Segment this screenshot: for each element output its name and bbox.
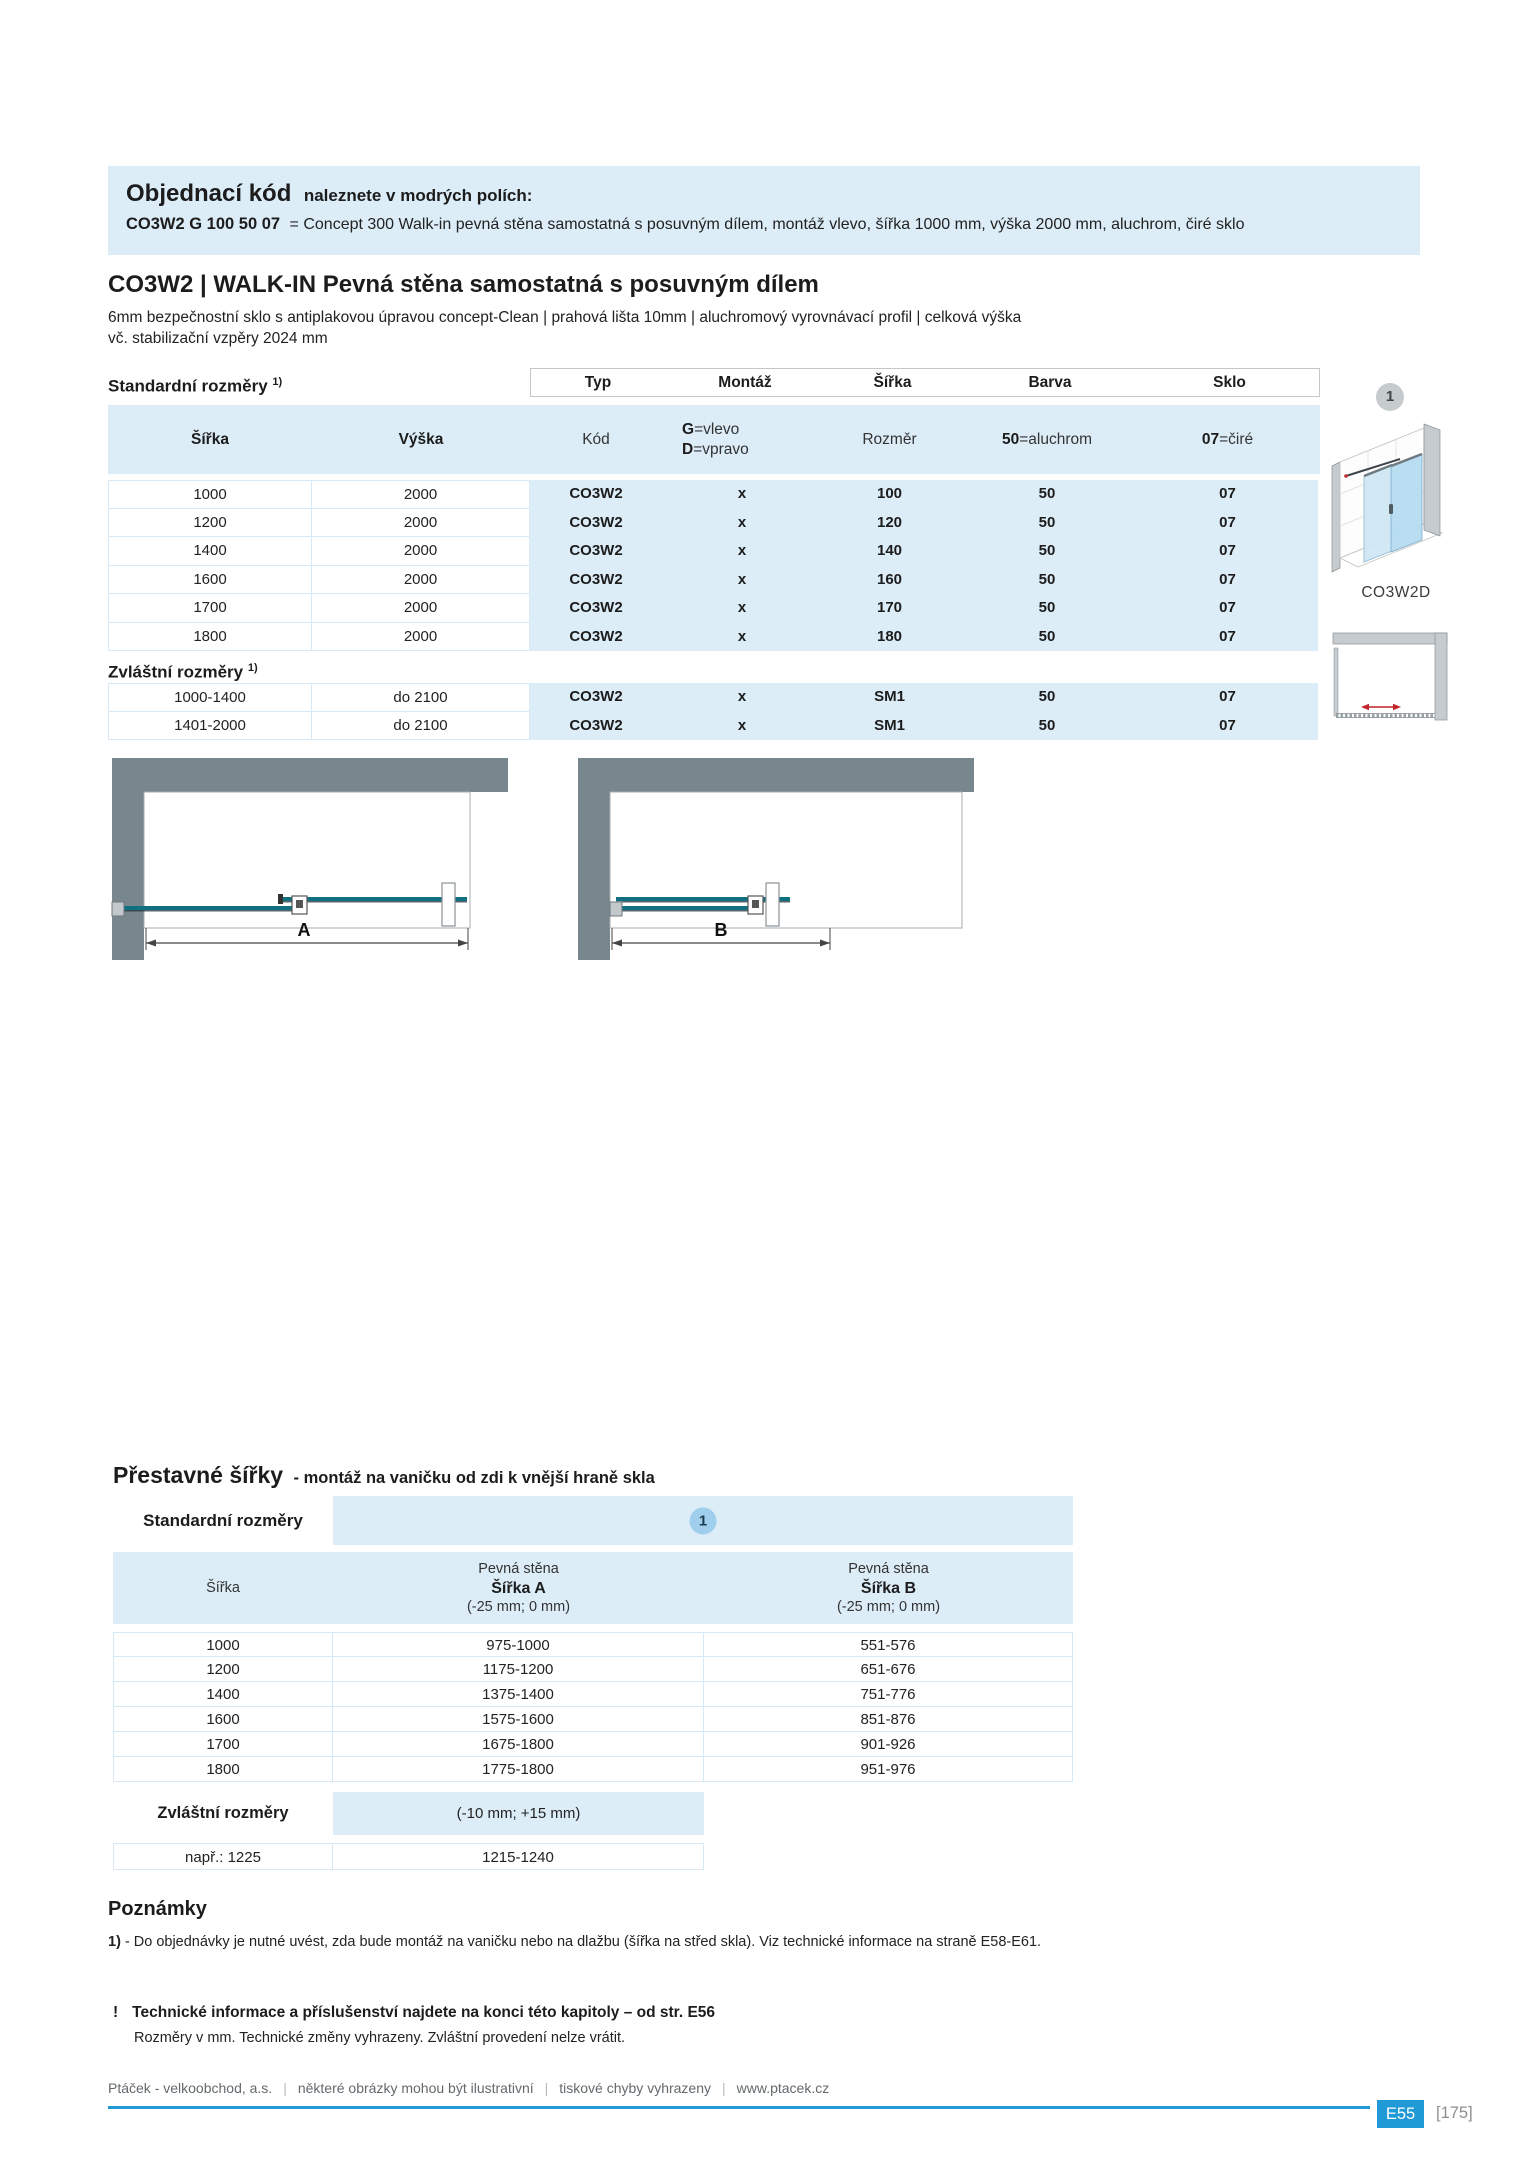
table-row (113, 1657, 1073, 1682)
table-cell: 1200 (108, 509, 312, 538)
widths-special-value: (-10 mm; +15 mm) (333, 1792, 704, 1835)
table-cell: 120 (822, 509, 957, 538)
subheader-montaz: G=vlevo D=vpravo (682, 420, 749, 458)
table-cell: 50 (957, 683, 1137, 712)
table-row (108, 594, 1320, 623)
table-cell: x (662, 623, 822, 652)
table-cell: 100 (822, 480, 957, 509)
table-cell: 1800 (108, 623, 312, 652)
table-cell: 2000 (312, 537, 530, 566)
table-cell: x (662, 594, 822, 623)
widths-example-sirka: např.: 1225 (113, 1843, 333, 1870)
table-cell: SM1 (822, 712, 957, 741)
table-cell: 651-676 (704, 1657, 1073, 1682)
table-cell: 50 (957, 509, 1137, 538)
order-code-title: Objednací kód (126, 180, 292, 207)
product-description-line1: 6mm bezpečnostní sklo s antiplakovou úpravou concept-Clean | prahová lišta 10mm | aluchromový vyrovnávací profil | celková výška (108, 309, 1022, 326)
footer-rule (108, 2106, 1370, 2109)
table-cell: 2000 (312, 566, 530, 595)
footer-company: Ptáček - velkoobchod, a.s. (108, 2080, 273, 2096)
table-row (108, 623, 1320, 652)
size-table-header: Montáž (718, 374, 772, 391)
table-cell: 07 (1137, 712, 1318, 741)
table-cell: 50 (957, 566, 1137, 595)
table-cell: 50 (957, 623, 1137, 652)
product-description-line2: vč. stabilizační vzpěry 2024 mm (108, 330, 328, 347)
note-1-marker: 1) (108, 1934, 121, 1950)
table-cell: 1375-1400 (333, 1682, 704, 1707)
table-cell: 975-1000 (333, 1632, 704, 1657)
table-cell: 1575-1600 (333, 1707, 704, 1732)
widths-special-row (113, 1792, 1073, 1835)
exclamation-icon: ! (113, 2004, 119, 2021)
widths-special-label: Zvláštní rozměry (157, 1804, 289, 1822)
subheader-sklo: 07=čiré (1201, 430, 1254, 448)
table-cell: 07 (1137, 537, 1318, 566)
table-cell: 2000 (312, 594, 530, 623)
size-table-header: Sklo (1213, 374, 1246, 391)
order-code-value: CO3W2 G 100 50 07 (126, 215, 281, 233)
table-cell: 50 (957, 712, 1137, 741)
table-row (108, 537, 1320, 566)
table-cell: 1000 (108, 480, 312, 509)
footer: Ptáček - velkoobchod, a.s. | některé obrázky mohou být ilustrativní | tiskové chyby vyhrazeny | www.ptacek.cz (108, 2080, 830, 2096)
table-row (113, 1757, 1073, 1782)
table-cell: 1700 (108, 594, 312, 623)
size-table-header-row (108, 368, 1320, 397)
table-row (113, 1732, 1073, 1757)
table-cell: x (662, 712, 822, 741)
page-title: CO3W2 | WALK-IN Pevná stěna samostatná s posuvným dílem (108, 271, 819, 298)
table-cell: do 2100 (312, 683, 530, 712)
table-cell: do 2100 (312, 712, 530, 741)
dimensions-note: Rozměry v mm. Technické změny vyhrazeny. Zvláštní provedení nelze vrátit. (134, 2030, 626, 2046)
widths-title-suffix: - montáž na vaničku od zdi k vnější hraně skla (293, 1469, 655, 1487)
subheader-barva: 50=aluchrom (1001, 430, 1093, 448)
standard-sizes-label: Standardní rozměry $^{1)}$ (108, 376, 283, 396)
table-cell: x (662, 683, 822, 712)
size-table-header: Typ (584, 374, 612, 391)
table-cell: CO3W2 (530, 480, 662, 509)
table-cell: SM1 (822, 683, 957, 712)
page-number: [175] (1436, 2104, 1473, 2122)
table-cell: 1000 (113, 1632, 333, 1657)
product-plan-view (1328, 620, 1464, 732)
technical-drawing-a (108, 752, 518, 968)
table-cell: 2000 (312, 509, 530, 538)
technical-info-warning: ! Technické informace a příslušenství najdete na konci této kapitoly – od str. E56 (113, 2004, 716, 2021)
subheader-vyska: Výška (398, 430, 444, 448)
table-cell: 1400 (108, 537, 312, 566)
table-cell: CO3W2 (530, 566, 662, 595)
note-1: 1) - Do objednávky je nutné uvést, zda bude montáž na vaničku nebo na dlažbu (šířka na střed skla). Viz technické informace na straně E58-E61. (108, 1934, 1042, 1950)
size-table-column-headers (530, 368, 1320, 397)
widths-standard-label: Standardní rozměry (143, 1511, 303, 1530)
table-cell: CO3W2 (530, 712, 662, 741)
footer-note-2: tiskové chyby vyhrazeny (559, 2080, 711, 2096)
table-cell: x (662, 537, 822, 566)
table-row (113, 1632, 1073, 1657)
table-cell: x (662, 509, 822, 538)
technical-drawing-b (576, 752, 986, 968)
widths-example-row (113, 1843, 704, 1870)
widths-heading (113, 1462, 655, 1489)
footer-website-link[interactable]: www.ptacek.cz (736, 2080, 830, 2096)
table-cell: 1175-1200 (333, 1657, 704, 1682)
table-cell: 50 (957, 480, 1137, 509)
widths-badge-1: 1 (690, 1507, 717, 1534)
table-row (108, 683, 1320, 712)
widths-standard-row (113, 1496, 1073, 1545)
table-cell: 2000 (312, 623, 530, 652)
order-code-description: = Concept 300 Walk-in pevná stěna samostatná s posuvným dílem, montáž vlevo, šířka 1000 mm, výška 2000 mm, aluchrom, čiré sklo (289, 216, 1245, 233)
table-cell: 180 (822, 623, 957, 652)
page-code-badge: E55 (1377, 2100, 1424, 2128)
table-cell: 1600 (108, 566, 312, 595)
table-cell: 551-576 (704, 1632, 1073, 1657)
table-cell: 1700 (113, 1732, 333, 1757)
table-cell: 140 (822, 537, 957, 566)
table-row (108, 480, 1320, 509)
dimension-a-label: A (297, 920, 311, 940)
table-row (113, 1707, 1073, 1732)
figure-badge-1: 1 (1376, 383, 1404, 411)
special-size-rows (108, 683, 1320, 740)
table-row (108, 509, 1320, 538)
size-table-rows (108, 480, 1320, 651)
table-cell: 1401-2000 (108, 712, 312, 741)
table-cell: x (662, 480, 822, 509)
subheader-rozmer: Rozměr (862, 430, 917, 448)
table-cell: 07 (1137, 623, 1318, 652)
widths-title: Přestavné šířky (113, 1462, 284, 1488)
table-cell: 07 (1137, 683, 1318, 712)
table-cell: CO3W2 (530, 509, 662, 538)
table-cell: 07 (1137, 594, 1318, 623)
special-sizes-label: Zvláštní rozměry $^{1)}$ (108, 662, 258, 682)
product-3d-illustration (1322, 412, 1470, 584)
table-cell: 50 (957, 537, 1137, 566)
subheader-kod: Kód (582, 430, 610, 448)
table-cell: 901-926 (704, 1732, 1073, 1757)
table-cell: 160 (822, 566, 957, 595)
table-cell: 1400 (113, 1682, 333, 1707)
footer-note-1: některé obrázky mohou být ilustrativní (297, 2080, 534, 2096)
table-cell: 50 (957, 594, 1137, 623)
table-cell: 2000 (312, 480, 530, 509)
table-cell: 951-976 (704, 1757, 1073, 1782)
table-cell: CO3W2 (530, 537, 662, 566)
order-code-heading (126, 180, 1402, 208)
table-cell: 1675-1800 (333, 1732, 704, 1757)
size-table-header: Šířka (873, 374, 912, 391)
order-code-example (126, 215, 1402, 234)
size-table-header: Barva (1028, 374, 1072, 391)
table-cell: 07 (1137, 480, 1318, 509)
table-row (108, 566, 1320, 595)
table-cell: 751-776 (704, 1682, 1073, 1707)
table-cell: 1000-1400 (108, 683, 312, 712)
figure-code-label: CO3W2D (1361, 584, 1431, 601)
table-cell: 1800 (113, 1757, 333, 1782)
widths-col-b: Pevná stěna Šířka B (-25 mm; 0 mm) (836, 1560, 941, 1615)
subheader-sirka: Šířka (191, 430, 229, 448)
table-cell: 07 (1137, 566, 1318, 595)
widths-example-a: 1215-1240 (333, 1843, 704, 1870)
order-code-box (108, 166, 1420, 255)
table-cell: x (662, 566, 822, 595)
table-row (108, 712, 1320, 741)
table-cell: 851-876 (704, 1707, 1073, 1732)
notes-title: Poznámky (108, 1898, 207, 1920)
table-cell: 170 (822, 594, 957, 623)
widths-rows (113, 1632, 1073, 1782)
widths-col-sirka: Šířka (206, 1579, 240, 1596)
widths-col-a: Pevná stěna Šířka A (-25 mm; 0 mm) (466, 1560, 571, 1615)
table-row (113, 1682, 1073, 1707)
table-cell: 07 (1137, 509, 1318, 538)
table-cell: 1600 (113, 1707, 333, 1732)
table-cell: CO3W2 (530, 623, 662, 652)
widths-standard-bar (333, 1496, 1073, 1545)
order-code-subtitle: naleznete v modrých polích: (303, 186, 533, 205)
dimension-b-label: B (714, 920, 728, 940)
table-cell: CO3W2 (530, 594, 662, 623)
table-cell: 1775-1800 (333, 1757, 704, 1782)
widths-column-headers (113, 1552, 1073, 1624)
table-cell: 1200 (113, 1657, 333, 1682)
product-description (108, 307, 1021, 349)
size-table-subheader (108, 405, 1320, 474)
table-cell: CO3W2 (530, 683, 662, 712)
